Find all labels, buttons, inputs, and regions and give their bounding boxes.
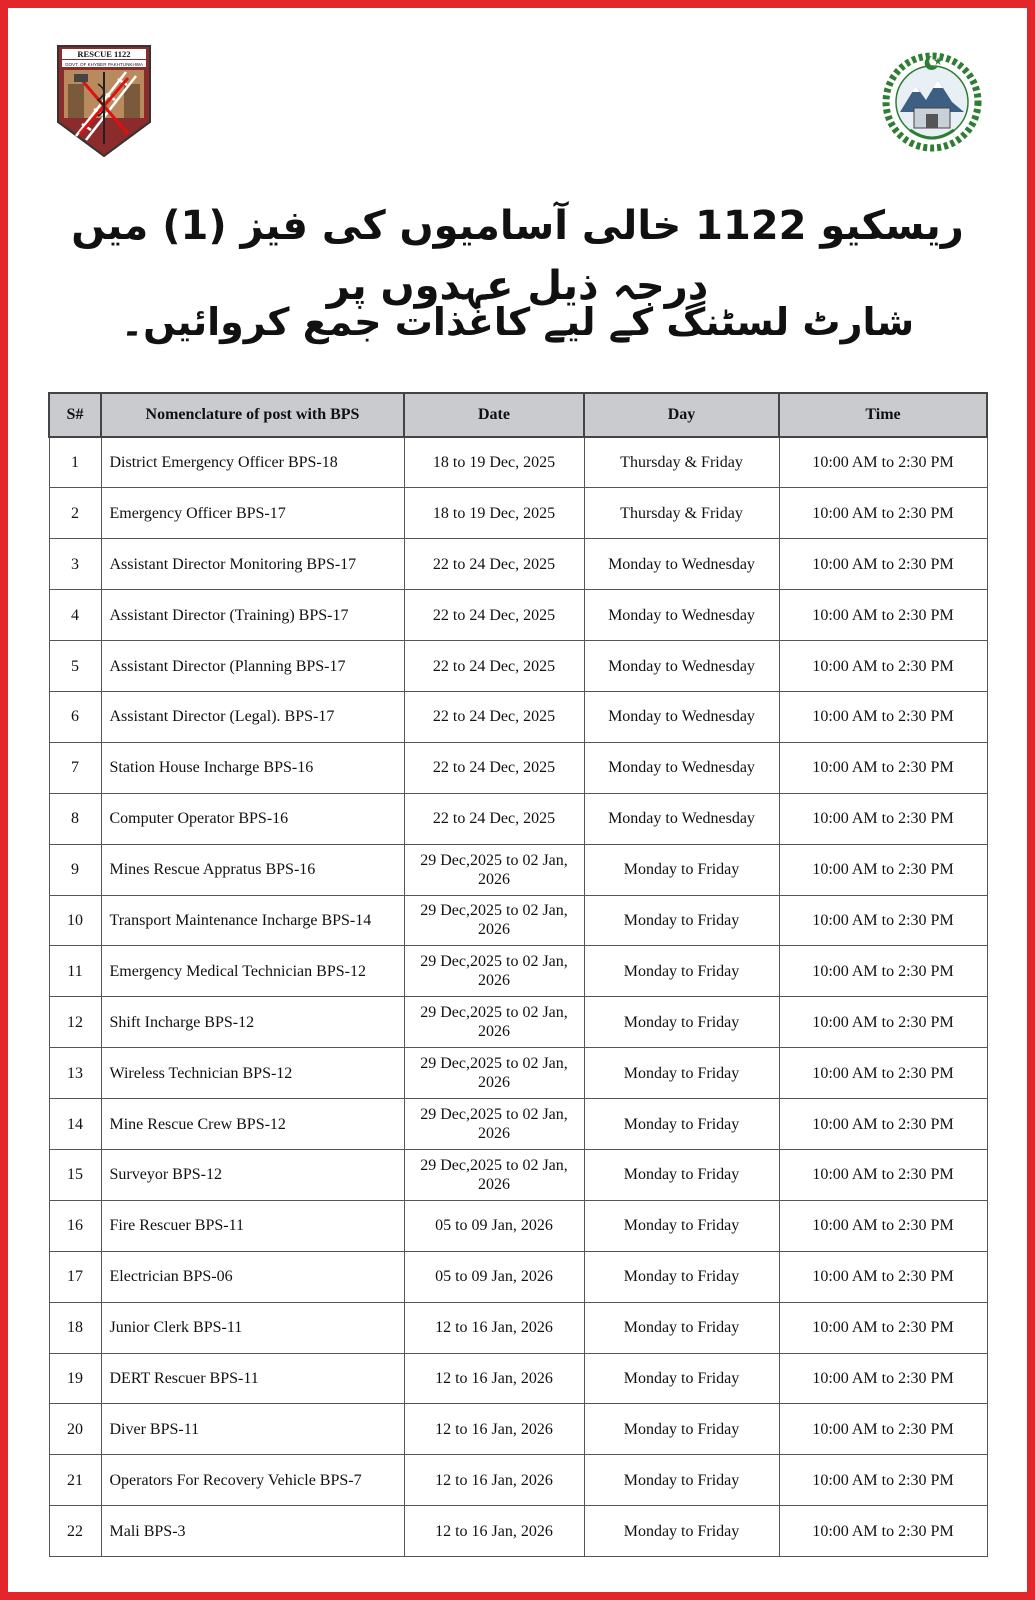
cell-post: Assistant Director (Training) BPS-17 <box>101 590 404 641</box>
table-row <box>49 1099 987 1150</box>
cell-sn: 6 <box>49 691 101 742</box>
cell-date: 29 Dec,2025 to 02 Jan, 2026 <box>404 946 584 997</box>
cell-sn: 1 <box>49 437 101 488</box>
cell-day: Monday to Wednesday <box>584 742 779 793</box>
cell-post: Assistant Director Monitoring BPS-17 <box>101 539 404 590</box>
cell-post: DERT Rescuer BPS-11 <box>101 1353 404 1404</box>
heading-line-1: ریسکیو 1122 خالی آسامیوں کی فیز (1) میں درجہ ذیل عہدوں پر <box>71 203 964 309</box>
table-row <box>49 488 987 539</box>
cell-date: 18 to 19 Dec, 2025 <box>404 488 584 539</box>
cell-time: 10:00 AM to 2:30 PM <box>779 1353 987 1404</box>
header-sn: S# <box>49 393 101 437</box>
table-header-row <box>49 393 987 437</box>
cell-sn: 17 <box>49 1251 101 1302</box>
cell-day: Monday to Friday <box>584 997 779 1048</box>
cell-date: 22 to 24 Dec, 2025 <box>404 539 584 590</box>
cell-sn: 19 <box>49 1353 101 1404</box>
header-post: Nomenclature of post with BPS <box>101 393 404 437</box>
cell-day: Monday to Friday <box>584 946 779 997</box>
table-row <box>49 742 987 793</box>
cell-sn: 11 <box>49 946 101 997</box>
cell-sn: 9 <box>49 844 101 895</box>
table-row <box>49 437 987 488</box>
cell-post: Computer Operator BPS-16 <box>101 793 404 844</box>
cell-post: Transport Maintenance Incharge BPS-14 <box>101 895 404 946</box>
cell-sn: 8 <box>49 793 101 844</box>
table-row <box>49 1251 987 1302</box>
cell-time: 10:00 AM to 2:30 PM <box>779 488 987 539</box>
cell-post: Electrician BPS-06 <box>101 1251 404 1302</box>
table-row <box>49 1200 987 1251</box>
cell-day: Monday to Friday <box>584 1200 779 1251</box>
cell-time: 10:00 AM to 2:30 PM <box>779 691 987 742</box>
cell-day: Thursday & Friday <box>584 437 779 488</box>
cell-post: Junior Clerk BPS-11 <box>101 1302 404 1353</box>
logo-top-text: RESCUE 1122 <box>77 49 131 59</box>
cell-sn: 22 <box>49 1506 101 1557</box>
cell-date: 18 to 19 Dec, 2025 <box>404 437 584 488</box>
table-row <box>49 590 987 641</box>
cell-sn: 2 <box>49 488 101 539</box>
cell-day: Monday to Friday <box>584 1099 779 1150</box>
table-row <box>49 895 987 946</box>
cell-date: 22 to 24 Dec, 2025 <box>404 590 584 641</box>
cell-date: 12 to 16 Jan, 2026 <box>404 1506 584 1557</box>
cell-day: Thursday & Friday <box>584 488 779 539</box>
table-row <box>49 1302 987 1353</box>
cell-date: 22 to 24 Dec, 2025 <box>404 793 584 844</box>
cell-post: Fire Rescuer BPS-11 <box>101 1200 404 1251</box>
cell-time: 10:00 AM to 2:30 PM <box>779 1149 987 1200</box>
table-row <box>49 1506 987 1557</box>
cell-post: Surveyor BPS-12 <box>101 1149 404 1200</box>
cell-post: Mine Rescue Crew BPS-12 <box>101 1099 404 1150</box>
rescue-1122-logo <box>56 44 152 158</box>
cell-day: Monday to Wednesday <box>584 590 779 641</box>
table-row <box>49 997 987 1048</box>
cell-date: 29 Dec,2025 to 02 Jan, 2026 <box>404 895 584 946</box>
cell-time: 10:00 AM to 2:30 PM <box>779 641 987 692</box>
table-row <box>49 793 987 844</box>
cell-post: Assistant Director (Legal). BPS-17 <box>101 691 404 742</box>
table-row <box>49 1353 987 1404</box>
header-date: Date <box>404 393 584 437</box>
cell-post: Station House Incharge BPS-16 <box>101 742 404 793</box>
cell-sn: 14 <box>49 1099 101 1150</box>
cell-date: 29 Dec,2025 to 02 Jan, 2026 <box>404 844 584 895</box>
table-row <box>49 1455 987 1506</box>
cell-post: Operators For Recovery Vehicle BPS-7 <box>101 1455 404 1506</box>
cell-sn: 5 <box>49 641 101 692</box>
cell-date: 05 to 09 Jan, 2026 <box>404 1251 584 1302</box>
cell-sn: 13 <box>49 1048 101 1099</box>
header-day: Day <box>584 393 779 437</box>
cell-date: 12 to 16 Jan, 2026 <box>404 1455 584 1506</box>
cell-day: Monday to Wednesday <box>584 691 779 742</box>
cell-sn: 10 <box>49 895 101 946</box>
heading-line-2: شارٹ لسٹنگ کے لیے کاغذات جمع کروائیں۔ <box>120 300 915 344</box>
cell-time: 10:00 AM to 2:30 PM <box>779 1455 987 1506</box>
cell-time: 10:00 AM to 2:30 PM <box>779 895 987 946</box>
khyber-pakhtunkhwa-emblem <box>880 50 984 154</box>
cell-day: Monday to Friday <box>584 1404 779 1455</box>
cell-day: Monday to Wednesday <box>584 539 779 590</box>
logo-sub-text: GOVT. OF KHYBER PAKHTUNKHWA <box>64 62 144 67</box>
table-row <box>49 1048 987 1099</box>
cell-sn: 15 <box>49 1149 101 1200</box>
cell-sn: 21 <box>49 1455 101 1506</box>
table-row <box>49 1404 987 1455</box>
cell-time: 10:00 AM to 2:30 PM <box>779 946 987 997</box>
cell-post: Diver BPS-11 <box>101 1404 404 1455</box>
cell-sn: 3 <box>49 539 101 590</box>
cell-post: Emergency Officer BPS-17 <box>101 488 404 539</box>
cell-day: Monday to Friday <box>584 844 779 895</box>
cell-date: 29 Dec,2025 to 02 Jan, 2026 <box>404 997 584 1048</box>
cell-time: 10:00 AM to 2:30 PM <box>779 793 987 844</box>
cell-date: 12 to 16 Jan, 2026 <box>404 1353 584 1404</box>
table-row <box>49 1149 987 1200</box>
cell-time: 10:00 AM to 2:30 PM <box>779 997 987 1048</box>
cell-day: Monday to Friday <box>584 895 779 946</box>
posts-table <box>48 392 988 1557</box>
cell-time: 10:00 AM to 2:30 PM <box>779 590 987 641</box>
cell-sn: 7 <box>49 742 101 793</box>
table-row <box>49 539 987 590</box>
cell-day: Monday to Friday <box>584 1455 779 1506</box>
cell-date: 22 to 24 Dec, 2025 <box>404 641 584 692</box>
cell-day: Monday to Wednesday <box>584 793 779 844</box>
cell-time: 10:00 AM to 2:30 PM <box>779 1048 987 1099</box>
cell-day: Monday to Friday <box>584 1302 779 1353</box>
cell-post: Emergency Medical Technician BPS-12 <box>101 946 404 997</box>
cell-time: 10:00 AM to 2:30 PM <box>779 1099 987 1150</box>
cell-date: 05 to 09 Jan, 2026 <box>404 1200 584 1251</box>
cell-sn: 16 <box>49 1200 101 1251</box>
cell-sn: 20 <box>49 1404 101 1455</box>
cell-time: 10:00 AM to 2:30 PM <box>779 1404 987 1455</box>
cell-time: 10:00 AM to 2:30 PM <box>779 1200 987 1251</box>
cell-date: 22 to 24 Dec, 2025 <box>404 691 584 742</box>
cell-day: Monday to Friday <box>584 1048 779 1099</box>
cell-sn: 12 <box>49 997 101 1048</box>
cell-post: District Emergency Officer BPS-18 <box>101 437 404 488</box>
cell-time: 10:00 AM to 2:30 PM <box>779 742 987 793</box>
table-row <box>49 691 987 742</box>
cell-post: Wireless Technician BPS-12 <box>101 1048 404 1099</box>
cell-date: 29 Dec,2025 to 02 Jan, 2026 <box>404 1048 584 1099</box>
cell-time: 10:00 AM to 2:30 PM <box>779 437 987 488</box>
header-time: Time <box>779 393 987 437</box>
cell-date: 12 to 16 Jan, 2026 <box>404 1404 584 1455</box>
cell-day: Monday to Wednesday <box>584 641 779 692</box>
cell-time: 10:00 AM to 2:30 PM <box>779 1302 987 1353</box>
cell-sn: 4 <box>49 590 101 641</box>
cell-date: 29 Dec,2025 to 02 Jan, 2026 <box>404 1149 584 1200</box>
cell-date: 29 Dec,2025 to 02 Jan, 2026 <box>404 1099 584 1150</box>
cell-post: Mali BPS-3 <box>101 1506 404 1557</box>
cell-date: 22 to 24 Dec, 2025 <box>404 742 584 793</box>
table-row <box>49 641 987 692</box>
cell-post: Assistant Director (Planning BPS-17 <box>101 641 404 692</box>
cell-day: Monday to Friday <box>584 1149 779 1200</box>
cell-time: 10:00 AM to 2:30 PM <box>779 539 987 590</box>
cell-time: 10:00 AM to 2:30 PM <box>779 1506 987 1557</box>
cell-sn: 18 <box>49 1302 101 1353</box>
cell-post: Shift Incharge BPS-12 <box>101 997 404 1048</box>
cell-post: Mines Rescue Appratus BPS-16 <box>101 844 404 895</box>
cell-day: Monday to Friday <box>584 1251 779 1302</box>
table-row <box>49 946 987 997</box>
cell-day: Monday to Friday <box>584 1506 779 1557</box>
cell-date: 12 to 16 Jan, 2026 <box>404 1302 584 1353</box>
table-row <box>49 844 987 895</box>
cell-day: Monday to Friday <box>584 1353 779 1404</box>
cell-time: 10:00 AM to 2:30 PM <box>779 1251 987 1302</box>
cell-time: 10:00 AM to 2:30 PM <box>779 844 987 895</box>
